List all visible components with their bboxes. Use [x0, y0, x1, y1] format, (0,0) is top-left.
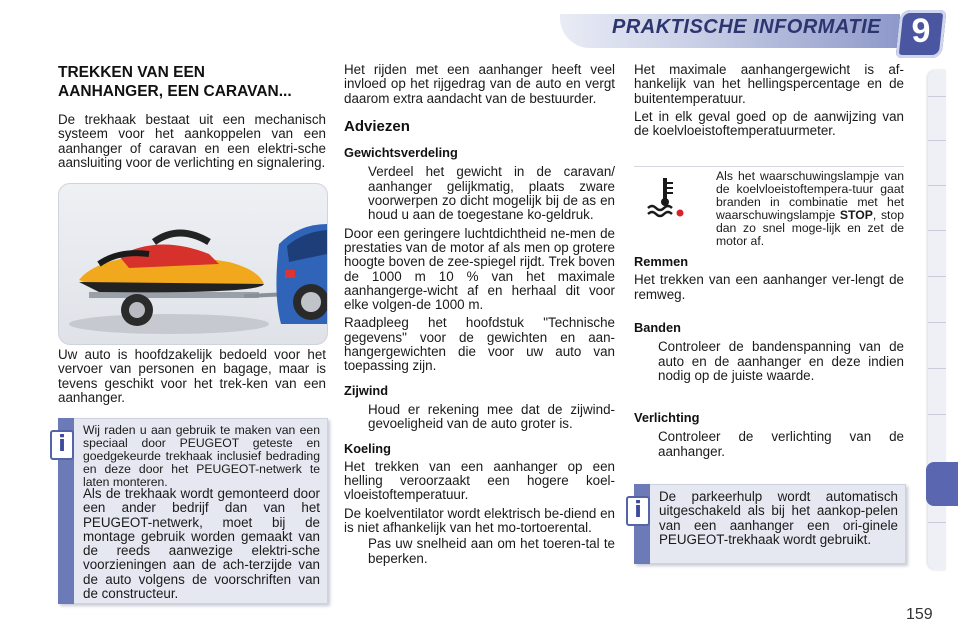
section-title-line1: TREKKEN VAN EEN: [58, 64, 205, 81]
stop-label: STOP: [839, 208, 873, 222]
gew-paragraph-2: Raadpleeg het hoofdstuk "Technische gegevens" voor de gewichten en aan-hangergewichten die voor uw auto van toepassing zijn.: [344, 315, 615, 374]
info-icon: i: [626, 496, 650, 526]
warn-bullet: [692, 170, 904, 248]
advice-heading: Adviezen: [344, 117, 410, 135]
col2-intro: Het rijden met een aanhanger heeft veel invloed op het rijgedrag van de auto en vergt daarom extra aandacht van de bestuurder.: [344, 62, 615, 106]
verlichting-bullet: [634, 430, 904, 459]
remmen-block: [634, 255, 904, 302]
gew-paragraph-1: Door een geringere luchtdichtheid ne-men de prestaties van de motor af als men op grotere hoogte boven de zee-spiegel rijdt. Trek boven de 1000 m 10 % van het maximale aanhangerge-wicht af en herhaal dit voor elke volgen-de 1000 m.: [344, 225, 615, 313]
page-number: 159: [906, 606, 933, 623]
warn-bullet-row: [692, 170, 904, 248]
weight-paragraph: Uw auto is hoofdzakelijk bedoeld voor het vervoer van personen en bagage, maar is tevens geschikt voor het trek-ken van een aanhanger.: [58, 347, 326, 405]
edge-divider: [928, 96, 946, 97]
column-3: [634, 63, 904, 138]
info-text-1: Wij raden u aan gebruik te maken van een speciaal door PEUGEOT geteste en goedgekeurde trekhaak inclusief bedrading en deze door het PEUGEOT-netwerk te laten monteren.: [83, 423, 320, 489]
zij-bullet: [344, 403, 615, 432]
column-1: [58, 63, 326, 170]
koel-bullet-text: Pas uw snelheid aan om het toeren-tal te beperken.: [368, 536, 615, 566]
edge-divider: [928, 368, 946, 369]
info-text-2: Als de trekhaak wordt gemonteerd door een ander bedrijf dan van het PEUGEOT-netwerk, moet bij de montage gebruik worden gemaakt van de reeds aanwezige elektri-sche voorzieningen aan de ach-terzijde van de auto volgens de voorschriften van de constructeur.: [83, 486, 320, 602]
edge-divider: [928, 322, 946, 323]
chapter-number: 9: [911, 12, 931, 50]
remmen-text: Het trekken van een aanhanger ver-lengt de remweg.: [634, 272, 904, 302]
towing-illustration: [58, 183, 328, 345]
edge-divider: [928, 230, 946, 231]
info-icon: i: [50, 430, 74, 460]
banden-heading: Banden: [634, 320, 681, 335]
koel-bullet: [344, 537, 615, 566]
banden-bullet: [634, 340, 904, 383]
active-chapter-tab[interactable]: [926, 462, 958, 506]
verlichting-bullet-text: Controleer de verlichting van de aanhanger.: [658, 429, 904, 459]
edge-divider: [928, 140, 946, 141]
warn-text-a: Als het waarschuwingslampje van de koelvloeistoftempera-tuur gaat branden in combinatie met het waarschuwingslampje: [716, 169, 904, 222]
edge-divider: [928, 276, 946, 277]
intro-paragraph: De trekhaak bestaat uit een mechanisch systeem voor het aankoppelen van een aanhanger of caravan en een elektri-sche aansluiting voor de verlichting en signalering.: [58, 112, 326, 170]
edge-divider: [928, 414, 946, 415]
gew-bullet: [344, 165, 615, 222]
col3-intro-1: Het maximale aanhangergewicht is af-hankelijk van het hellingspercentage en de buitentemperatuur.: [634, 62, 904, 106]
banden-bullet-text: Controleer de bandenspanning van de auto en de aanhanger en deze indien nodig op de juiste waarde.: [658, 339, 904, 383]
banden-block: [634, 321, 904, 383]
gewichtsverdeling-heading: Gewichtsverdeling: [344, 145, 458, 161]
koeling-heading: Koeling: [344, 440, 391, 456]
verlichting-heading: Verlichting: [634, 410, 700, 425]
edge-divider: [928, 185, 946, 186]
column-2: [344, 63, 615, 566]
koel-paragraph-2: De koelventilator wordt elektrisch be-diend en is niet afhankelijk van het mo-tortoerental.: [344, 505, 615, 536]
koel-paragraph-1: Het trekken van een aanhanger op een helling veroorzaakt een hogere koel-vloeistoftemperatuur.: [344, 458, 615, 503]
verlichting-block: [634, 411, 904, 459]
remmen-heading: Remmen: [634, 254, 689, 269]
section-title-line2: AANHANGER, EEN CARAVAN...: [58, 83, 292, 100]
edge-divider: [928, 522, 946, 523]
gew-bullet-text: Verdeel het gewicht in de caravan/ aanhanger gelijkmatig, plaats zware voorwerpen zo dicht mogelijk bij de as en houd u aan de toegestane ko-geldruk.: [368, 164, 615, 223]
zij-bullet-text: Houd er rekening mee dat de zijwind-gevoeligheid van de auto groter is.: [368, 401, 615, 432]
col3-intro-2: Let in elk geval goed op de aanwijzing van de koelvloeistoftemperatuurmeter.: [634, 108, 904, 139]
parkeerhulp-text: De parkeerhulp wordt automatisch uitgeschakeld als bij het aankop-pelen van een aanhanger een ori-ginele PEUGEOT-trekhaak wordt gebruikt.: [659, 489, 898, 547]
zijwind-heading: Zijwind: [344, 382, 389, 398]
jetski-trailer-image: [59, 184, 327, 344]
page-section-title: PRAKTISCHE INFORMATIE: [612, 16, 882, 38]
coolant-temperature-icon: [646, 176, 686, 218]
warn-text-b: , stop dan zo snel moge-lijk en zet de motor af.: [716, 208, 904, 248]
